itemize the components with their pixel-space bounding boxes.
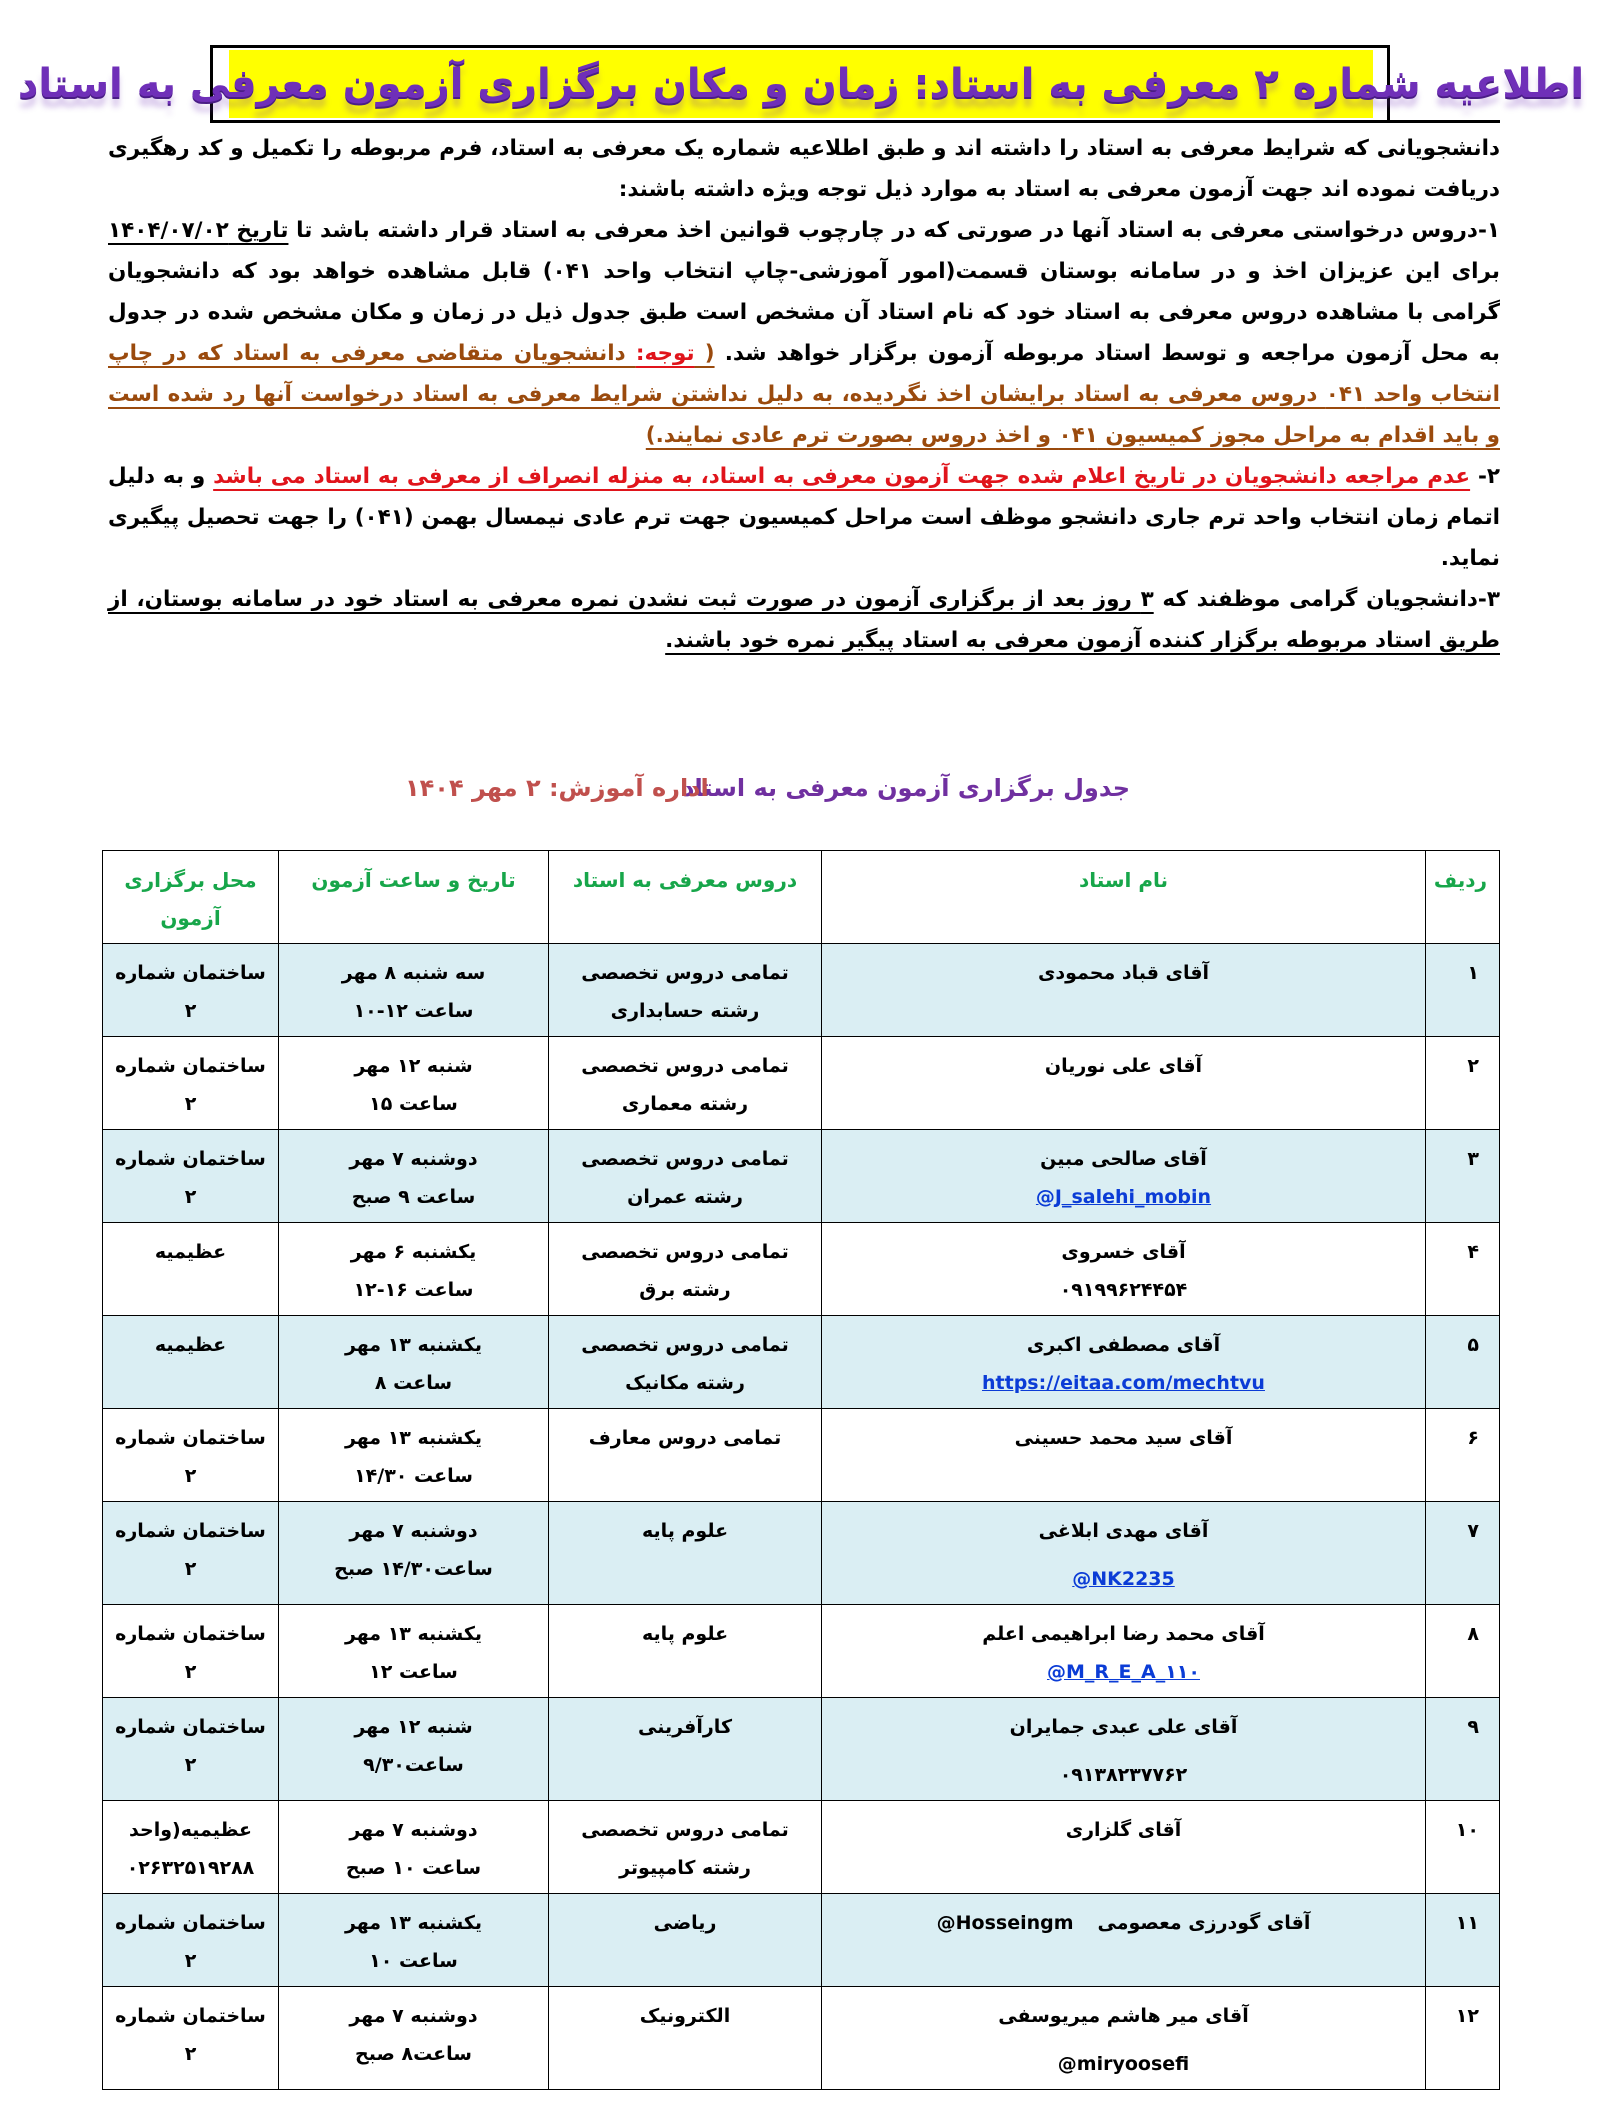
cell-courses: [549, 1605, 822, 1698]
cell-courses: [549, 1502, 822, 1605]
cell-location: ساختمان شماره ۲: [103, 944, 279, 1037]
teacher-name: آقای مصطفی اکبری: [1026, 1334, 1221, 1356]
teacher-contact: ۰۹۱۳۸۲۳۷۷۶۲: [1059, 1764, 1188, 1786]
table-row: [103, 1502, 1500, 1605]
cell-courses: [549, 1223, 822, 1316]
teacher-name: آقای مهدی ابلاغی: [1038, 1520, 1209, 1542]
teacher-contact: @Hosseingm: [936, 1912, 1074, 1934]
teacher-contact-link[interactable]: https://eitaa.com/mechtvu: [982, 1372, 1265, 1394]
courses-line-1: علوم پایه: [641, 1623, 729, 1645]
cell-teacher: [822, 1987, 1426, 2090]
table-row: [103, 1698, 1500, 1801]
exam-date: یکشنبه ۱۳ مهر: [344, 1623, 483, 1645]
teacher-name: آقای خسروی: [1061, 1241, 1186, 1263]
teacher-name: آقای علی نوریان: [1044, 1055, 1203, 1077]
cell-courses: [549, 1894, 822, 1987]
title-banner: [17, 50, 1585, 118]
table-row: [103, 944, 1500, 1037]
cell-row-no: ۱۲: [1426, 1987, 1500, 2090]
courses-line-1: تمامی دروس تخصصی: [581, 1241, 789, 1263]
cell-datetime: [279, 1801, 549, 1894]
teacher-contact: ۰۹۱۹۹۶۲۴۴۵۴: [1059, 1279, 1188, 1301]
announcement-title: اطلاعیه شماره ۲ معرفی به استاد: زمان و مکان برگزاری آزمون معرفی به استاد: [17, 61, 1585, 107]
cell-row-no: ۶: [1426, 1409, 1500, 1502]
exam-time: ساعت ۱۲-۱۰: [353, 1000, 474, 1022]
teacher-name: آقای صالحی مبین: [1040, 1148, 1207, 1170]
cell-location: ساختمان شماره ۲: [103, 1502, 279, 1605]
cell-row-no: ۱: [1426, 944, 1500, 1037]
table-caption: [0, 770, 1600, 814]
exam-time: ساعت۹/۳۰: [363, 1754, 464, 1776]
cell-teacher: [822, 1037, 1426, 1130]
table-row: [103, 1987, 1500, 2090]
exam-date: یکشنبه ۱۳ مهر: [344, 1334, 483, 1356]
item-1-note-open: (: [694, 341, 715, 366]
cell-datetime: [279, 1987, 549, 2090]
cell-courses: [549, 944, 822, 1037]
title-underline-rule: [210, 120, 1500, 123]
item-3-prefix: ۳-دانشجویان گرامی موظفند که: [1153, 587, 1500, 612]
cell-teacher: [822, 1605, 1426, 1698]
exam-time: ساعت ۸: [374, 1372, 453, 1394]
courses-line-2: رشته مکانیک: [625, 1372, 745, 1394]
cell-row-no: ۷: [1426, 1502, 1500, 1605]
teacher-name: آقای سید محمد حسینی: [1014, 1427, 1233, 1449]
table-header-row: [103, 851, 1500, 944]
item-1-text-b: برای این عزیزان اخذ و در سامانه بوستان قسمت(امور آموزشی-چاپ انتخاب واحد ۰۴۱) قابل مشاهده خواهد بود که دانشجویان گرامی با مشاهده دروس معرفی به استاد خود که نام استاد آن مشخص است طبق جدول ذیل در زمان و مکان مشخص شده در جدول به محل آزمون مراجعه و توسط استاد مربوطه آزمون برگزار خواهد شد.: [108, 259, 1500, 366]
cell-datetime: [279, 1223, 549, 1316]
courses-line-1: تمامی دروس تخصصی: [581, 1148, 789, 1170]
announcement-title-box: [17, 45, 1585, 123]
exam-date: شنبه ۱۲ مهر: [354, 1716, 473, 1738]
item-1-note-label: توجه:: [635, 341, 695, 366]
cell-location: عظیمیه: [103, 1316, 279, 1409]
office-date: اداره آموزش: ۲ مهر ۱۴۰۴: [405, 774, 709, 802]
teacher-name-with-handle: [828, 1904, 1419, 1942]
cell-courses: [549, 1698, 822, 1801]
cell-teacher: [822, 1894, 1426, 1987]
courses-line-1: ریاضی: [653, 1912, 717, 1934]
item-2-warning: عدم مراجعه دانشجویان در تاریخ اعلام شده جهت آزمون معرفی به استاد، به منزله انصراف از معرفی به استاد می باشد: [213, 464, 1471, 489]
table-row: [103, 1409, 1500, 1502]
table-row: [103, 1037, 1500, 1130]
table-row: [103, 1605, 1500, 1698]
item-1-deadline-date: تاریخ ۱۴۰۴/۰۷/۰۲: [108, 218, 289, 243]
announcement-body: [108, 128, 1500, 661]
intro-paragraph: دانشجویانی که شرایط معرفی به استاد را داشته اند و طبق اطلاعیه شماره یک معرفی به استاد، فرم مربوطه را تکمیل و کد رهگیری دریافت نموده اند جهت آزمون معرفی به استاد به موارد ذیل توجه ویژه داشته باشند:: [108, 136, 1500, 202]
cell-courses: [549, 1801, 822, 1894]
cell-location: ساختمان شماره ۲: [103, 1605, 279, 1698]
header-location: محل برگزاری آزمون: [103, 851, 279, 944]
teacher-contact-link[interactable]: @NK2235: [1072, 1568, 1175, 1590]
teacher-name: آقای گودرزی معصومی: [1097, 1912, 1311, 1934]
item-3-underlined: ۳ روز بعد از برگزاری آزمون در صورت ثبت نشدن نمره معرفی به استاد خود در سامانه بوستان، از طریق استاد مربوطه برگزار کننده آزمون معرفی به استاد پیگیر نمره خود باشند.: [108, 587, 1500, 653]
table-body: [103, 944, 1500, 2090]
courses-line-1: علوم پایه: [641, 1520, 729, 1542]
cell-location: ساختمان شماره ۲: [103, 1987, 279, 2090]
courses-line-2: رشته عمران: [627, 1186, 743, 1208]
cell-teacher: [822, 944, 1426, 1037]
teacher-name: آقای گلزاری: [1065, 1819, 1182, 1841]
cell-location: ساختمان شماره ۲: [103, 1698, 279, 1801]
teacher-name: آقای قباد محمودی: [1037, 962, 1210, 984]
item-1: [108, 210, 1500, 456]
courses-line-1: الکترونیک: [639, 2005, 731, 2027]
exam-time: ساعت ۱۰: [369, 1950, 458, 1972]
teacher-contact-link[interactable]: @J_salehi_mobin: [1035, 1186, 1212, 1208]
table-row: [103, 1223, 1500, 1316]
cell-row-no: ۱۰: [1426, 1801, 1500, 1894]
table-row: [103, 1130, 1500, 1223]
exam-date: یکشنبه ۱۳ مهر: [344, 1912, 483, 1934]
cell-row-no: ۵: [1426, 1316, 1500, 1409]
cell-location: عظیمیه: [103, 1223, 279, 1316]
exam-schedule-table: [102, 850, 1500, 2090]
exam-time: ساعت ۱۴/۳۰: [354, 1465, 473, 1487]
cell-teacher: [822, 1409, 1426, 1502]
exam-date: یکشنبه ۶ مهر: [350, 1241, 477, 1263]
item-2: [108, 456, 1500, 579]
cell-row-no: ۱۱: [1426, 1894, 1500, 1987]
cell-datetime: [279, 1698, 549, 1801]
teacher-name: آقای میر هاشم میریوسفی: [998, 2005, 1249, 2027]
cell-datetime: [279, 1316, 549, 1409]
exam-time: ساعت ۹ صبح: [351, 1186, 476, 1208]
exam-date: سه شنبه ۸ مهر: [341, 962, 486, 984]
exam-time: ساعت ۱۵: [369, 1093, 458, 1115]
exam-date: دوشنبه ۷ مهر: [349, 1819, 478, 1841]
teacher-name: آقای علی عبدی جمایران: [1009, 1716, 1238, 1738]
cell-location: ساختمان شماره ۲: [103, 1130, 279, 1223]
cell-location: ساختمان شماره ۲: [103, 1894, 279, 1987]
spacer: [828, 2035, 1419, 2045]
courses-line-1: تمامی دروس تخصصی: [581, 1055, 789, 1077]
table-row: [103, 1316, 1500, 1409]
teacher-contact: @miryoosefi: [1057, 2053, 1190, 2075]
teacher-contact-link[interactable]: @M_R_E_A_۱۱۰: [1046, 1661, 1200, 1683]
exam-date: شنبه ۱۲ مهر: [354, 1055, 473, 1077]
header-datetime: تاریخ و ساعت آزمون: [279, 851, 549, 944]
spacer: [828, 1550, 1419, 1560]
item-2-rest: و به دلیل اتمام زمان انتخاب واحد ترم جاری دانشجو موظف است مراحل کمیسیون جهت ترم عادی نیمسال بهمن (۰۴۱) را جهت تحصیل پیگیری نماید.: [108, 464, 1501, 571]
item-1-note-text: دانشجویان متقاضی معرفی به استاد که در چاپ انتخاب واحد ۰۴۱ دروس معرفی به استاد برایشان اخذ نگردیده، به دلیل نداشتن شرایط معرفی به استاد درخواست آنها رد شده است و باید اقدام به مراحل مجوز کمیسیون ۰۴۱ و اخذ دروس بصورت ترم عادی نمایند.): [108, 341, 1500, 448]
cell-teacher: [822, 1130, 1426, 1223]
item-1-text-a: ۱-دروس درخواستی معرفی به استاد آنها در صورتی که در چارچوب قوانین اخذ معرفی به استاد قرار داشته باشد تا: [288, 218, 1500, 243]
cell-courses: [549, 1316, 822, 1409]
exam-time: ساعت ۱۶-۱۲: [353, 1279, 474, 1301]
cell-datetime: [279, 1605, 549, 1698]
exam-time: ساعت ۱۲: [369, 1661, 458, 1683]
courses-line-2: رشته برق: [639, 1279, 731, 1301]
cell-location: ساختمان شماره ۲: [103, 1037, 279, 1130]
cell-datetime: [279, 1894, 549, 1987]
teacher-name: آقای محمد رضا ابراهیمی اعلم: [982, 1623, 1265, 1645]
cell-teacher: [822, 1698, 1426, 1801]
cell-row-no: ۳: [1426, 1130, 1500, 1223]
cell-datetime: [279, 1502, 549, 1605]
cell-datetime: [279, 1130, 549, 1223]
exam-date: دوشنبه ۷ مهر: [349, 1520, 478, 1542]
cell-datetime: [279, 1409, 549, 1502]
cell-row-no: ۴: [1426, 1223, 1500, 1316]
cell-teacher: [822, 1223, 1426, 1316]
header-teacher: نام استاد: [822, 851, 1426, 944]
courses-line-1: تمامی دروس تخصصی: [581, 1819, 789, 1841]
cell-courses: [549, 1409, 822, 1502]
courses-line-2: رشته معماری: [621, 1093, 749, 1115]
item-3: [108, 579, 1500, 661]
cell-row-no: ۸: [1426, 1605, 1500, 1698]
cell-row-no: ۲: [1426, 1037, 1500, 1130]
cell-teacher: [822, 1316, 1426, 1409]
table-row: [103, 1801, 1500, 1894]
item-2-prefix: ۲-: [1470, 464, 1500, 489]
table-title: جدول برگزاری آزمون معرفی به استاد: [682, 774, 1130, 802]
cell-datetime: [279, 1037, 549, 1130]
cell-teacher: [822, 1801, 1426, 1894]
exam-time: ساعت۸ صبح: [355, 2043, 472, 2065]
cell-courses: [549, 1037, 822, 1130]
exam-time: ساعت۱۴/۳۰ صبح: [334, 1558, 493, 1580]
table-row: [103, 1894, 1500, 1987]
cell-datetime: [279, 944, 549, 1037]
cell-location: عظیمیه(واحد ۰۲۶۳۲۵۱۹۲۸۸: [103, 1801, 279, 1894]
exam-date: یکشنبه ۱۳ مهر: [344, 1427, 483, 1449]
cell-row-no: ۹: [1426, 1698, 1500, 1801]
spacer: [828, 1746, 1419, 1756]
header-row-no: ردیف: [1426, 851, 1500, 944]
courses-line-1: تمامی دروس معارف: [588, 1427, 782, 1449]
cell-courses: [549, 1987, 822, 2090]
exam-date: دوشنبه ۷ مهر: [349, 2005, 478, 2027]
cell-teacher: [822, 1502, 1426, 1605]
exam-date: دوشنبه ۷ مهر: [349, 1148, 478, 1170]
cell-location: ساختمان شماره ۲: [103, 1409, 279, 1502]
courses-line-2: رشته حسابداری: [610, 1000, 760, 1022]
courses-line-1: تمامی دروس تخصصی: [581, 1334, 789, 1356]
courses-line-1: تمامی دروس تخصصی: [581, 962, 789, 984]
courses-line-2: رشته کامپیوتر: [619, 1857, 751, 1879]
header-courses: دروس معرفی به استاد: [549, 851, 822, 944]
exam-time: ساعت ۱۰ صبح: [345, 1857, 482, 1879]
courses-line-1: کارآفرینی: [637, 1716, 732, 1738]
cell-courses: [549, 1130, 822, 1223]
